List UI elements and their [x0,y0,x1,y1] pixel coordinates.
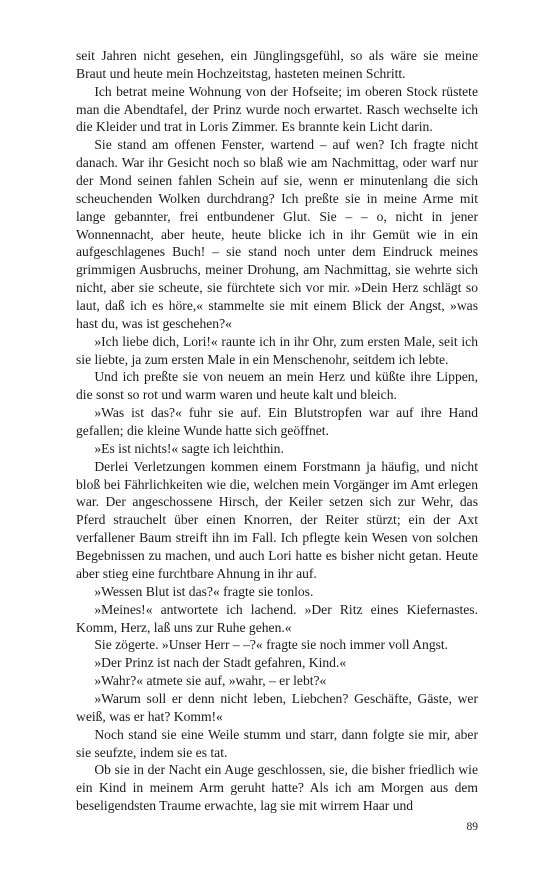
paragraph: Und ich preßte sie von neuem an mein Herz und küßte ihre Lippen, die sonst so rot und warm waren und heute kalt und bleich. [76,369,478,403]
paragraph: »Meines!« antwortete ich lachend. »Der Ritz eines Kiefernastes. Komm, Herz, laß uns zur Ruhe gehen.« [76,601,478,635]
paragraph: seit Jahren nicht gesehen, ein Jünglingsgefühl, so als wäre sie meine Braut und heute mein Hochzeitstag, hasteten meinen Schritt. [76,48,478,81]
paragraph: Ob sie in der Nacht ein Auge geschlossen, sie, die bisher friedlich wie ein Kind in meinem Arm geruht hatte? Als ich am Morgen aus dem beseligendsten Traume erwachte, lag sie mit wirrem Haar und [76,762,478,814]
paragraph: Derlei Verletzungen kommen einem Forstmann ja häufig, und nicht bloß bei Fährlichkeiten wie die, welchen mein Vorgänger im Amt erlegen war. Der angeschossene Hirsch, der Keiler setzen sich zur Wehr, das Pferd strauchelt über einen Knorren, der Reiter stürzt; ein der Axt verfallener Baum streift ihn im Fall. Ich pflegte kein Wesen von solchen Begebnissen zu machen, und auch Lori hatte es bisher nicht getan. Heute aber stieg eine furchtbare Ahnung in ihr auf. [76,458,478,581]
paragraph: »Wahr?« atmete sie auf, »wahr, – er lebt?« [94,673,327,689]
paragraph: »Was ist das?« fuhr sie auf. Ein Blutstropfen war auf ihre Hand gefallen; die kleine Wunde hatte sich geöffnet. [76,405,478,439]
paragraph: Noch stand sie eine Weile stumm und starr, dann folgte sie mir, aber sie seufzte, indem sie es tat. [76,726,478,760]
paragraph: Sie zögerte. »Unser Herr – –?« fragte sie noch immer voll Angst. [94,637,449,653]
page-number: 89 [466,821,478,833]
paragraph: »Ich liebe dich, Lori!« raunte ich in ihr Ohr, zum ersten Male, seit ich sie liebte, ja zum ersten Male in ein Menschenohr, seitdem ich lebte. [76,333,478,367]
book-page-text [76,47,478,815]
paragraph: Sie stand am offenen Fenster, wartend – auf wen? Ich fragte nicht danach. War ihr Gesicht noch so blaß wie am Nachmittag, oder warf nur der Mond seinen fahlen Schein auf sie, wenn er minutenlang die sich scheuchenden Wolken durchdrang? Ich preßte sie in meine Arme mit lange gebannter, frei entbundener Glut. Sie – – o, nicht in jener Wonnennacht, aber heute, heute blicke ich in ihr Gemüt wie in ein aufgeschlagenes Buch! – sie stand noch unter dem Eindruck meines grimmigen Ausbruchs, meiner Drohung, am Nachmittag, sie wehrte sich nicht, aber sie scheute, sie fürchtete sich vor mir. »Dein Herz schlägt so laut, daß ich es höre,« stammelte sie mit einem Blick der Angst, »was hast du, was ist geschehen?« [76,137,478,331]
paragraph: Ich betrat meine Wohnung von der Hofseite; im oberen Stock rüstete man die Abendtafel, der Prinz wurde noch erwartet. Rasch wechselte ich die Kleider und trat in Loris Zimmer. Es brannte kein Licht darin. [76,83,478,135]
paragraph: »Es ist nichts!« sagte ich leichthin. [94,440,284,456]
paragraph: »Wessen Blut ist das?« fragte sie tonlos. [94,583,314,599]
paragraph: »Der Prinz ist nach der Stadt gefahren, Kind.« [94,655,347,671]
paragraph: »Warum soll er denn nicht leben, Liebchen? Geschäfte, Gäste, wer weiß, was er hat? Komm!« [76,690,478,724]
